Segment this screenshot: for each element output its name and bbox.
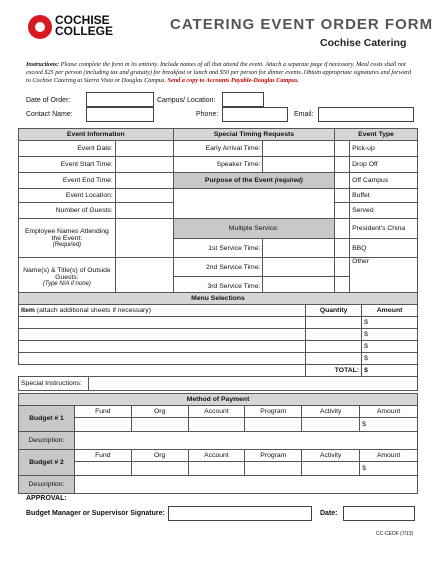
account-field[interactable] <box>188 418 245 432</box>
speaker-time-label: Speaker Time: <box>173 157 263 173</box>
instructions-highlight: Send a copy to Accounts Payable-Douglas Campus. <box>167 76 299 84</box>
event-start-label: Event Start Time: <box>19 157 116 173</box>
amount-header: Amount <box>362 305 418 317</box>
service3-label: 3rd Service Time: <box>173 277 263 296</box>
other-checkbox[interactable] <box>335 258 350 277</box>
campus-label: Campus/ Location: <box>157 97 216 104</box>
special-table <box>18 376 418 391</box>
email-label: Email: <box>294 111 314 118</box>
service2-field[interactable] <box>263 258 335 277</box>
program-header: Program <box>245 450 302 462</box>
amount-field[interactable] <box>360 462 418 476</box>
menu-amount-field[interactable] <box>362 341 418 353</box>
contact-name-label: Contact Name: <box>26 111 73 118</box>
special-field[interactable] <box>89 377 418 391</box>
email-field[interactable] <box>318 107 414 122</box>
service1-field[interactable] <box>263 239 335 258</box>
menu-item-field[interactable] <box>19 353 306 365</box>
menu-amount-field[interactable] <box>362 317 418 329</box>
early-arrival-label: Early Arrival Time: <box>173 141 263 157</box>
multiple-service-label: Multiple Service: <box>173 219 335 239</box>
org-field[interactable] <box>131 418 188 432</box>
phone-label: Phone: <box>196 111 219 118</box>
activity-field[interactable] <box>302 462 360 476</box>
dollar-sign: $ <box>362 421 366 428</box>
form-code: CC-CEOF (7/13) <box>376 531 414 537</box>
quantity-header: Quantity <box>306 305 362 317</box>
purpose-required: (required) <box>274 178 303 184</box>
type-bbq-label: BBQ <box>350 239 418 258</box>
amount-header: Amount <box>360 450 418 462</box>
amount-header: Amount <box>360 406 418 418</box>
date-of-order-field[interactable] <box>86 92 154 107</box>
account-header: Account <box>188 406 245 418</box>
pickup-checkbox[interactable] <box>335 141 350 157</box>
event-end-label: Event End Time: <box>19 173 116 189</box>
menu-item-field[interactable] <box>19 317 306 329</box>
activity-header: Activity <box>302 450 360 462</box>
signature-label: Budget Manager or Supervisor Signature: <box>26 510 165 517</box>
account-header: Account <box>188 450 245 462</box>
employees-label <box>19 219 116 258</box>
menu-amount-field[interactable] <box>362 329 418 341</box>
served-checkbox[interactable] <box>335 203 350 219</box>
menu-item-header <box>19 305 306 317</box>
instructions-label: Instructions: <box>26 61 60 68</box>
org-header: Org <box>131 450 188 462</box>
fund-field[interactable] <box>74 418 131 432</box>
type-served-label: Served <box>350 203 418 219</box>
budget1-label: Budget # 1 <box>19 406 75 432</box>
signature-field[interactable] <box>168 506 312 521</box>
speaker-time-field[interactable] <box>263 157 335 173</box>
description2-field[interactable] <box>74 476 417 494</box>
menu-item-field[interactable] <box>19 341 306 353</box>
instructions <box>26 61 416 84</box>
dollar-sign: $ <box>364 343 368 350</box>
logo-line1: COCHISE <box>55 13 110 27</box>
outside-guests-label <box>19 258 116 296</box>
special-label: Special Instructions: <box>19 377 89 391</box>
outside-guests-field[interactable] <box>115 258 173 296</box>
event-info-table <box>18 128 418 296</box>
form-subtitle: Cochise Catering <box>320 37 407 49</box>
dollar-sign: $ <box>364 331 368 338</box>
employees-text: Employee Names Attending the Event: <box>24 228 109 242</box>
timing-header: Special Timing Requests <box>173 129 335 141</box>
fund-field[interactable] <box>74 462 131 476</box>
purpose-field[interactable] <box>173 189 335 219</box>
event-end-field[interactable] <box>115 173 173 189</box>
description2-label: Description: <box>19 476 75 494</box>
menu-qty-field[interactable] <box>306 329 362 341</box>
date-of-order-label: Date of Order: <box>26 97 71 104</box>
service1-label: 1st Service Time: <box>173 239 263 258</box>
program-field[interactable] <box>245 418 302 432</box>
date-label: Date: <box>320 510 338 517</box>
approval-date-field[interactable] <box>343 506 415 521</box>
activity-field[interactable] <box>302 418 360 432</box>
event-start-field[interactable] <box>115 157 173 173</box>
type-dropoff-label: Drop Off <box>350 157 418 173</box>
payment-title: Method of Payment <box>19 394 418 406</box>
event-info-header: Event Information <box>19 129 174 141</box>
item-note: (attach additional sheets if necessary) <box>36 307 151 314</box>
employees-field[interactable] <box>115 219 173 258</box>
outside-na: (Type N/A if none) <box>42 280 91 287</box>
instructions-text: Please complete the form in its entirety. Include names of all that attend the event. Attach a separate page if necessary. Meal costs shall not exceed $25 per person (including tax and gratuity) for breakfast or lunch and $50 per person for dinner events. Obtain appropriate signatures and forward to Cochise Catering at Sierra Vista or Douglas Campus. <box>26 61 412 84</box>
menu-qty-field[interactable] <box>306 341 362 353</box>
service2-label: 2nd Service Time: <box>173 258 263 277</box>
event-location-label: Event Location: <box>19 189 116 203</box>
budget2-label: Budget # 2 <box>19 450 75 476</box>
guests-label: Number of Guests: <box>19 203 116 219</box>
china-checkbox[interactable] <box>335 219 350 239</box>
contact-name-field[interactable] <box>86 107 154 122</box>
type-pickup-label: Pick-up <box>350 141 418 157</box>
early-arrival-field[interactable] <box>263 141 335 157</box>
fund-header: Fund <box>74 406 131 418</box>
employees-required: (Required) <box>52 242 82 248</box>
purpose-label: Purpose of the Event <box>204 177 273 184</box>
purpose-header <box>173 173 335 189</box>
item-label: Item <box>21 307 35 314</box>
event-location-field[interactable] <box>115 189 173 203</box>
amount-field[interactable] <box>360 418 418 432</box>
menu-title: Menu Selections <box>19 293 418 305</box>
account-field[interactable] <box>188 462 245 476</box>
type-china-label: President's China <box>350 219 418 239</box>
menu-item-field[interactable] <box>19 329 306 341</box>
menu-qty-field[interactable] <box>306 353 362 365</box>
phone-field[interactable] <box>222 107 288 122</box>
buffet-checkbox[interactable] <box>335 189 350 203</box>
program-field[interactable] <box>245 462 302 476</box>
total-field[interactable] <box>362 365 418 377</box>
bbq-checkbox[interactable] <box>335 239 350 258</box>
menu-qty-field[interactable] <box>306 317 362 329</box>
activity-header: Activity <box>302 406 360 418</box>
outside-text: Name(s) & Title(s) of Outside Guests: <box>23 266 111 281</box>
payment-table-2 <box>18 449 418 494</box>
type-offcampus-label: Off Campus <box>350 173 418 189</box>
description1-label: Description: <box>19 432 75 450</box>
dollar-sign: $ <box>362 465 366 472</box>
menu-amount-field[interactable] <box>362 353 418 365</box>
description1-field[interactable] <box>74 432 417 450</box>
org-field[interactable] <box>131 462 188 476</box>
campus-field[interactable] <box>222 92 264 107</box>
total-spacer <box>19 365 306 377</box>
form-title: CATERING EVENT ORDER FORM <box>170 16 434 33</box>
type-buffet-label: Buffet <box>350 189 418 203</box>
dollar-sign: $ <box>364 367 368 374</box>
dropoff-checkbox[interactable] <box>335 157 350 173</box>
total-label: TOTAL: <box>306 365 362 377</box>
payment-table <box>18 393 418 450</box>
program-header: Program <box>245 406 302 418</box>
offcampus-checkbox[interactable] <box>335 173 350 189</box>
logo-line2: COLLEGE <box>55 24 114 38</box>
college-logo-text <box>55 15 113 37</box>
dollar-sign: $ <box>364 319 368 326</box>
fund-header: Fund <box>74 450 131 462</box>
event-date-label: Event Date: <box>19 141 116 157</box>
dollar-sign: $ <box>364 355 368 362</box>
approval-label: APPROVAL: <box>26 495 67 502</box>
college-logo-icon <box>28 15 52 39</box>
event-date-field[interactable] <box>115 141 173 157</box>
guests-field[interactable] <box>115 203 173 219</box>
event-type-header: Event Type <box>335 129 418 141</box>
menu-table <box>18 292 418 377</box>
type-other-label: Other <box>350 258 418 296</box>
org-header: Org <box>131 406 188 418</box>
